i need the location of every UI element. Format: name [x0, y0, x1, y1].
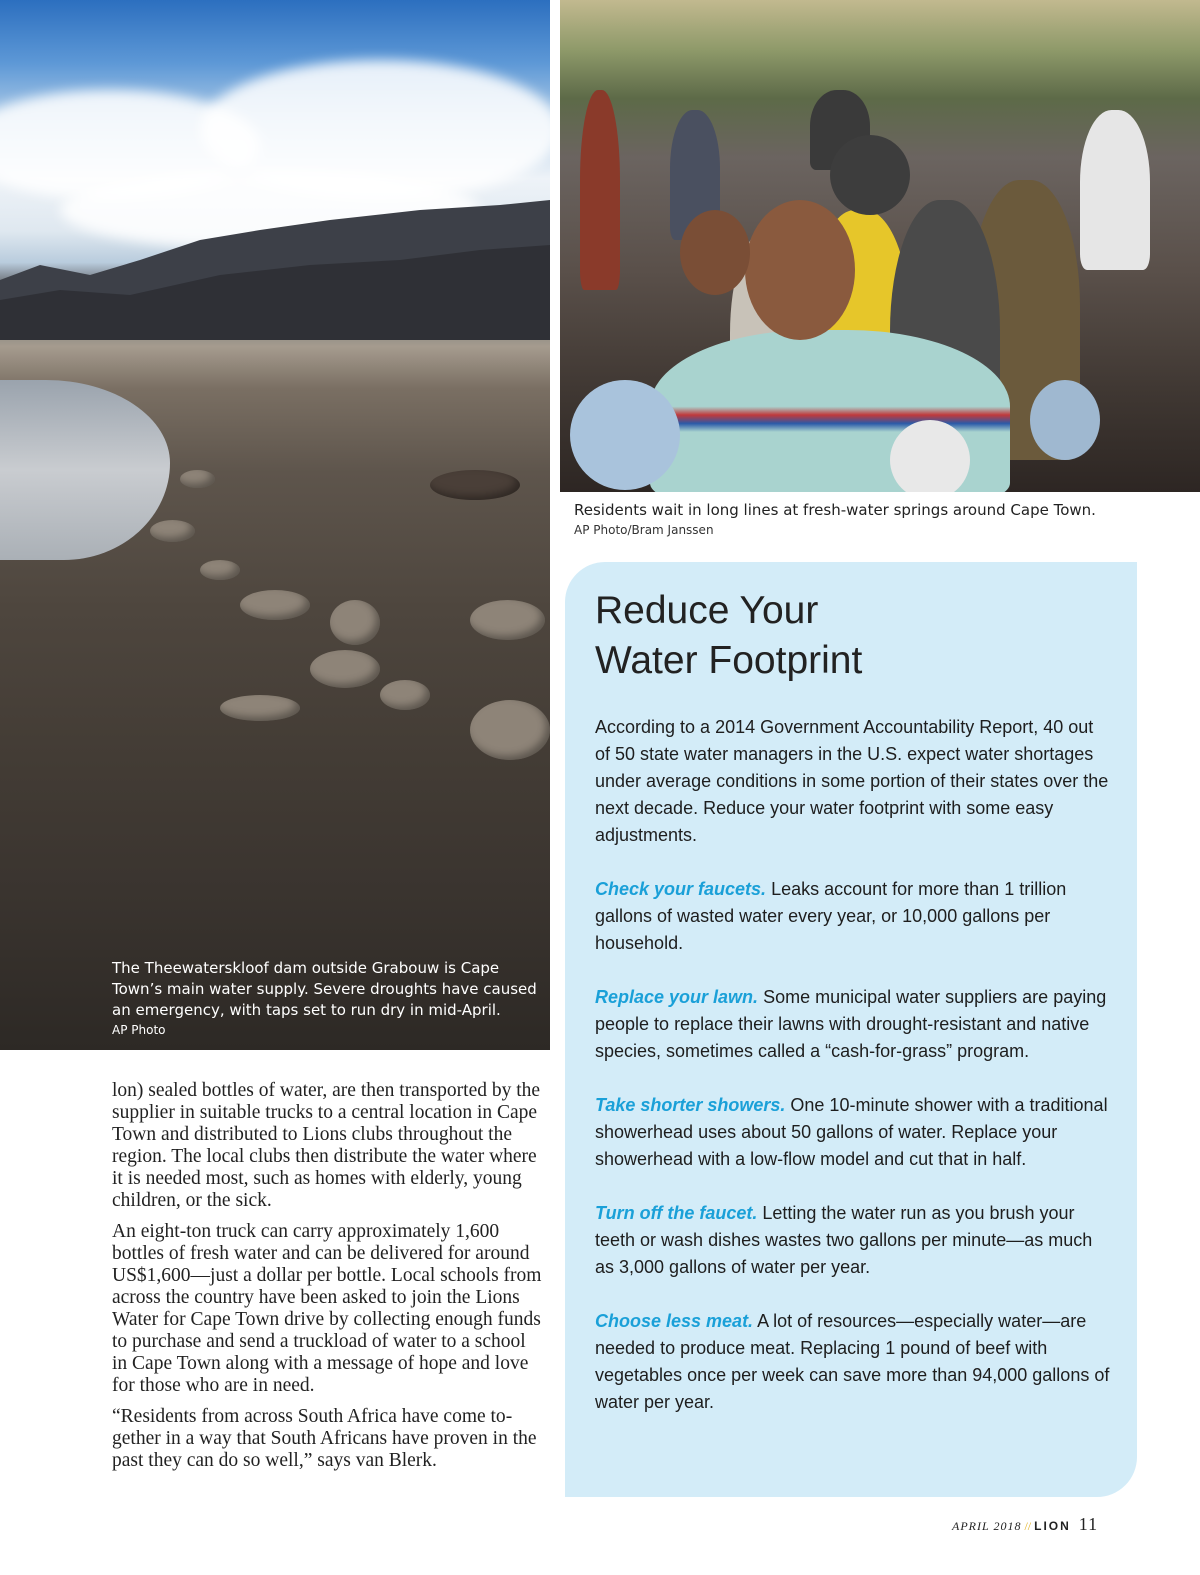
- dam-photo-credit: AP Photo: [112, 1023, 166, 1037]
- water-bottle: [1030, 380, 1100, 460]
- rock: [240, 590, 310, 620]
- magazine-brand: LION: [1034, 1519, 1071, 1533]
- tip-turn-off-faucet: [595, 1200, 1113, 1281]
- water-jug: [890, 420, 970, 492]
- tip-heading: Check your faucets.: [595, 879, 767, 899]
- tip-shorter-showers: [595, 1092, 1113, 1173]
- body-paragraph: “Residents from across South Africa have come together in a way that South Africans have proven in the past they can do so well,” says van Blerk.: [112, 1406, 537, 1471]
- queue-photo-caption: [574, 500, 1174, 539]
- page-number: 11: [1078, 1514, 1099, 1534]
- footer-separator: //: [1024, 1519, 1032, 1533]
- rock: [310, 650, 380, 688]
- sidebar-intro: According to a 2014 Government Accountability Report, 40 out of 50 state water managers in the U.S. expect water shortages under average conditions in some portion of their states over the next decade. Reduce your water footprint with some easy adjustments.: [595, 717, 1109, 845]
- queue-photo: [560, 0, 1200, 492]
- queue-photo-credit: AP Photo/Bram Janssen: [574, 523, 714, 537]
- dam-caption-text: The Theewaterskloof dam outside Grabouw is Cape Town’s main water supply. Severe droughts have caused an emergency, with taps set to run dry in mid-April.: [112, 959, 537, 1019]
- article-body: [112, 1080, 542, 1481]
- queue-caption-text: Residents wait in long lines at fresh-water springs around Cape Town.: [574, 501, 1096, 519]
- rock: [470, 700, 550, 760]
- issue-date: APRIL 2018: [952, 1519, 1022, 1533]
- tip-heading: Turn off the faucet.: [595, 1203, 758, 1223]
- tip-text: A lot of resources—especially water—are needed to produce meat. Replacing 1 pound of beef with vegetables once per week can save more than 94,000 gallons of water per year.: [595, 1311, 1110, 1412]
- cap-head: [830, 135, 910, 215]
- man-head: [745, 200, 855, 340]
- rock: [330, 600, 380, 645]
- tip-heading: Replace your lawn.: [595, 987, 759, 1007]
- rock: [470, 600, 545, 640]
- page-footer: [952, 1514, 1132, 1540]
- reservoir-water: [0, 380, 170, 560]
- body-paragraph: An eight-ton truck can carry approximately 1,600 bottles of fresh water and can be delivered for around US$1,600—just a dollar per bottle. Local schools from across the country have been asked to join the Lions Water for Cape Town drive by collecting enough funds to purchase and send a truckload of water to a school in Cape Town along with a message of hope and love for those who are in need.: [112, 1221, 542, 1396]
- water-footprint-sidebar: [565, 562, 1137, 1497]
- tip-text: Letting the water run as you brush your teeth or wash dishes wastes two gallons per minute—as much as 3,000 gallons of water per year.: [595, 1203, 1093, 1277]
- mountain-range: [0, 190, 550, 340]
- rock: [380, 680, 430, 710]
- sidebar-title-line2: Water Footprint: [595, 639, 863, 682]
- dam-photo-caption: [112, 958, 542, 1039]
- tip-check-faucets: [595, 876, 1113, 957]
- water-jug: [570, 380, 680, 490]
- tip-text: Leaks account for more than 1 trillion gallons of wasted water every year, or 10,000 gallons per household.: [595, 879, 1067, 953]
- woman-head: [680, 210, 750, 295]
- body-paragraph: lon) sealed bottles of water, are then transported by the supplier in suitable trucks to a central location in Cape Town and distributed to Lions clubs throughout the region. The local clubs then distribute the water where it is needed most, such as homes with elderly, young children, or the sick.: [112, 1080, 541, 1211]
- rock: [180, 470, 215, 488]
- rock: [430, 470, 520, 500]
- tip-text: Some municipal water suppliers are paying people to replace their lawns with drought-resistant and native species, sometimes called a “cash-for-grass” program.: [595, 987, 1107, 1061]
- rock: [220, 695, 300, 721]
- tip-replace-lawn: [595, 984, 1113, 1065]
- tip-text: One 10-minute shower with a traditional showerhead uses about 50 gallons of water. Replace your showerhead with a low-flow model and cut that in half.: [595, 1095, 1108, 1169]
- person-figure: [1080, 110, 1150, 270]
- sidebar-title-line1: Reduce Your: [595, 589, 819, 632]
- rock: [150, 520, 195, 542]
- rock: [200, 560, 240, 580]
- person-figure: [580, 90, 620, 290]
- tip-less-meat: [595, 1308, 1113, 1416]
- dam-photo: [0, 0, 550, 1050]
- sidebar-title: [595, 586, 1113, 686]
- tip-heading: Choose less meat.: [595, 1311, 754, 1331]
- tip-heading: Take shorter showers.: [595, 1095, 786, 1115]
